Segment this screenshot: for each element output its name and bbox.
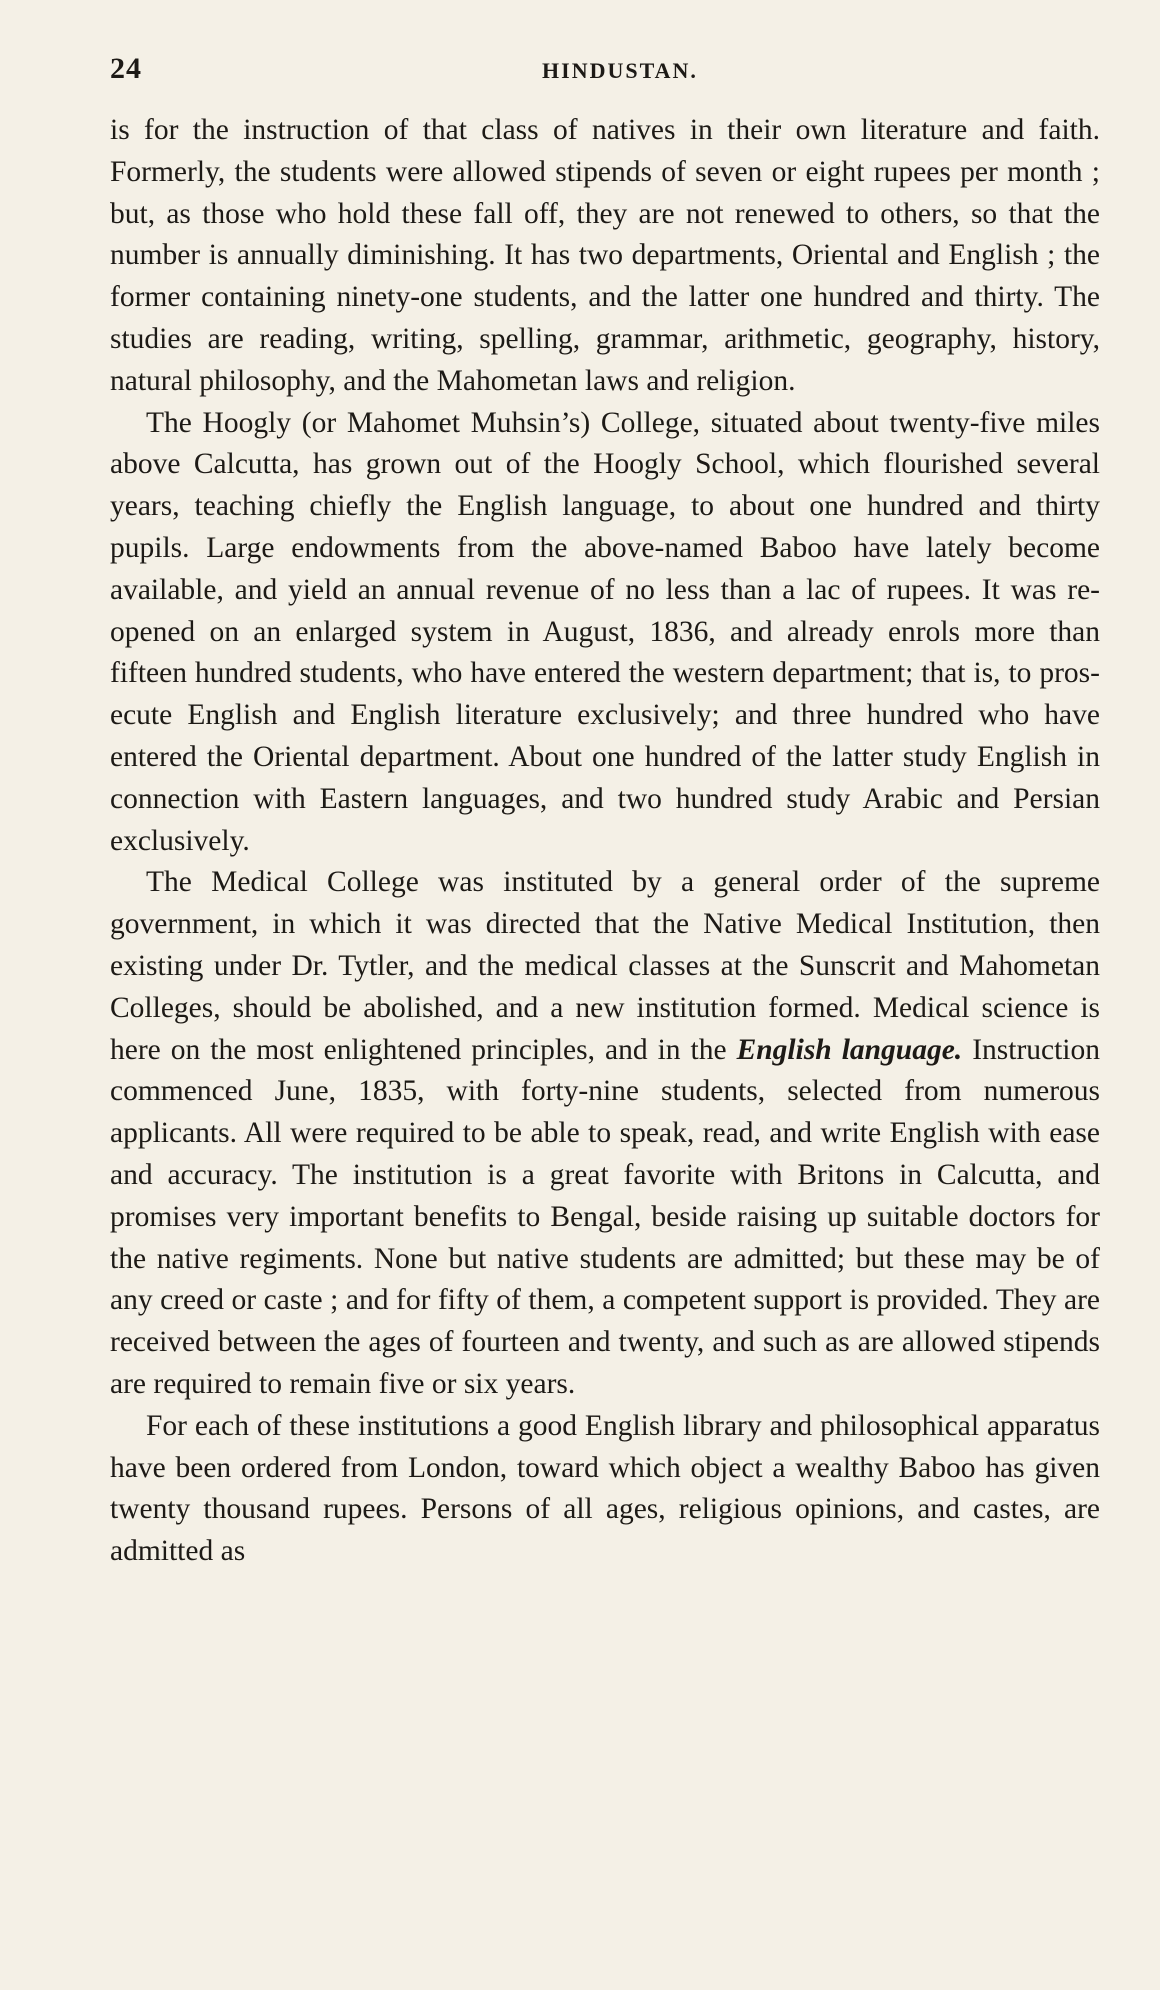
paragraph-madrissa-continued: is for the instruction of that class of natives in their own literature and faith. Formerly, the students were allowed stipends of seven or eight rupees per month ; but, as those who hold these fall off, they are not renewed to others, so that the number is annually diminishing. It has two departments, Oriental and English ; the former containing ninety-one students, and the latter one hundred and thirty. The studies are reading, writing, spelling, grammar, arithmetic, geography, history, natural philosophy, and the Mahometan laws and religion. bbox=[110, 114, 1100, 397]
body-text bbox=[110, 110, 1100, 1573]
paragraph-library-apparatus: For each of these institutions a good English library and philosophical apparatus have been ordered from London, toward which object a wealthy Baboo has given twenty thousand rupees. Persons of all ages, religious opinions, and castes, are admitted as bbox=[110, 1409, 1100, 1568]
book-page bbox=[110, 52, 1100, 1573]
running-title: HINDUSTAN. bbox=[542, 58, 698, 83]
medical-college-text-end: Instruction commenced June, 1835, with forty-nine students, selected from numerous applicants. All were required to be able to speak, read, and write English with ease and accuracy. The institution is a great favorite with Britons in Calcutta, and promises very important benefits to Bengal, beside raising up suitable doctors for the native regiments. None but native students are admitted; but these may be of any creed or caste ; and for fifty of them, a competent support is provided. They are received between the ages of fourteen and twenty, and such as are allowed stipends are required to remain five or six years. bbox=[110, 1033, 1100, 1400]
paragraph-hoogly-college: The Hoogly (or Mahomet Muhsin’s) College, situated about twenty-five miles above Calcutta, has grown out of the Hoogly School, which flourished several years, teaching chiefly the English language, to about one hundred and thirty pupils. Large endowments from the above-named Baboo have lately become available, and yield an annual revenue of no less than a lac of rupees. It was re-opened on an enlarged system in August, 1836, and already enrols more than fifteen hundred students, who have entered the western department; that is, to prosecute English and English literature exclusively; and three hundred who have entered the Oriental department. About one hundred of the latter study English in connection with Eastern languages, and two hundred study Arabic and Persian exclusively. bbox=[110, 406, 1100, 857]
english-language-emphasis: English language. bbox=[736, 1033, 963, 1066]
medical-college-text-start: The Medical College was instituted by a general order of the supreme government, in which it was directed that the Native Medical Institution, then existing under Dr. Tytler, and the medical classes at the Sunscrit and Mahometan Colleges, should be abolished, and a new institution formed. Medical science is here on the most enlightened principles, and in the bbox=[110, 866, 1100, 1066]
paragraph-medical-college bbox=[110, 862, 1100, 1405]
running-head bbox=[110, 52, 1100, 92]
page-number: 24 bbox=[110, 52, 142, 85]
